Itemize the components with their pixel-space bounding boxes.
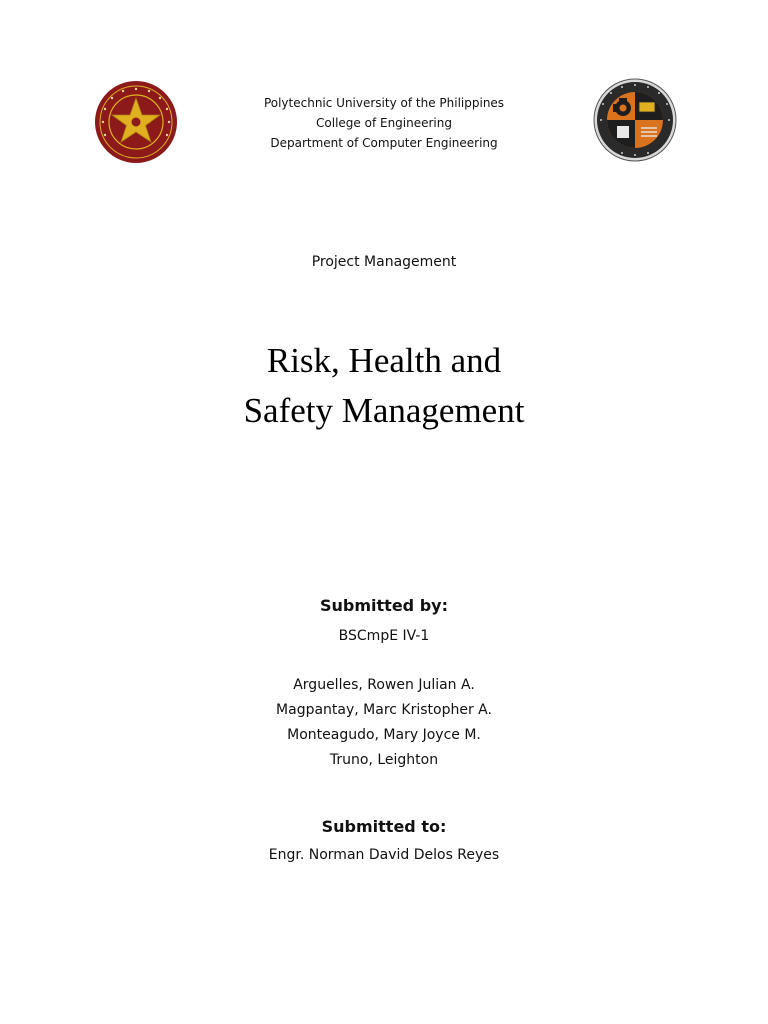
adviser-name: Engr. Norman David Delos Reyes — [268, 847, 500, 863]
department-name: Department of Computer Engineering — [270, 136, 498, 150]
submitted-by-heading: Submitted by: — [320, 596, 448, 615]
cpe-seal-icon — [593, 78, 677, 162]
college-name: College of Engineering — [316, 116, 452, 130]
document-title — [134, 336, 634, 436]
member-name: Truno, Leighton — [329, 752, 439, 768]
document-header — [184, 93, 584, 153]
member-list — [184, 673, 584, 773]
member-name: Monteagudo, Mary Joyce M. — [287, 727, 481, 743]
member-name: Arguelles, Rowen Julian A. — [293, 677, 475, 693]
title-line-2: Safety Management — [243, 391, 525, 430]
member-name: Magpantay, Marc Kristopher A. — [276, 702, 492, 718]
pup-seal-icon — [94, 80, 178, 164]
submitted-to-heading: Submitted to: — [321, 817, 447, 836]
course-name: Project Management — [311, 254, 457, 270]
class-section: BSCmpE IV-1 — [338, 628, 430, 644]
title-line-1: Risk, Health and — [266, 341, 502, 380]
university-name: Polytechnic University of the Philippines — [263, 96, 505, 110]
